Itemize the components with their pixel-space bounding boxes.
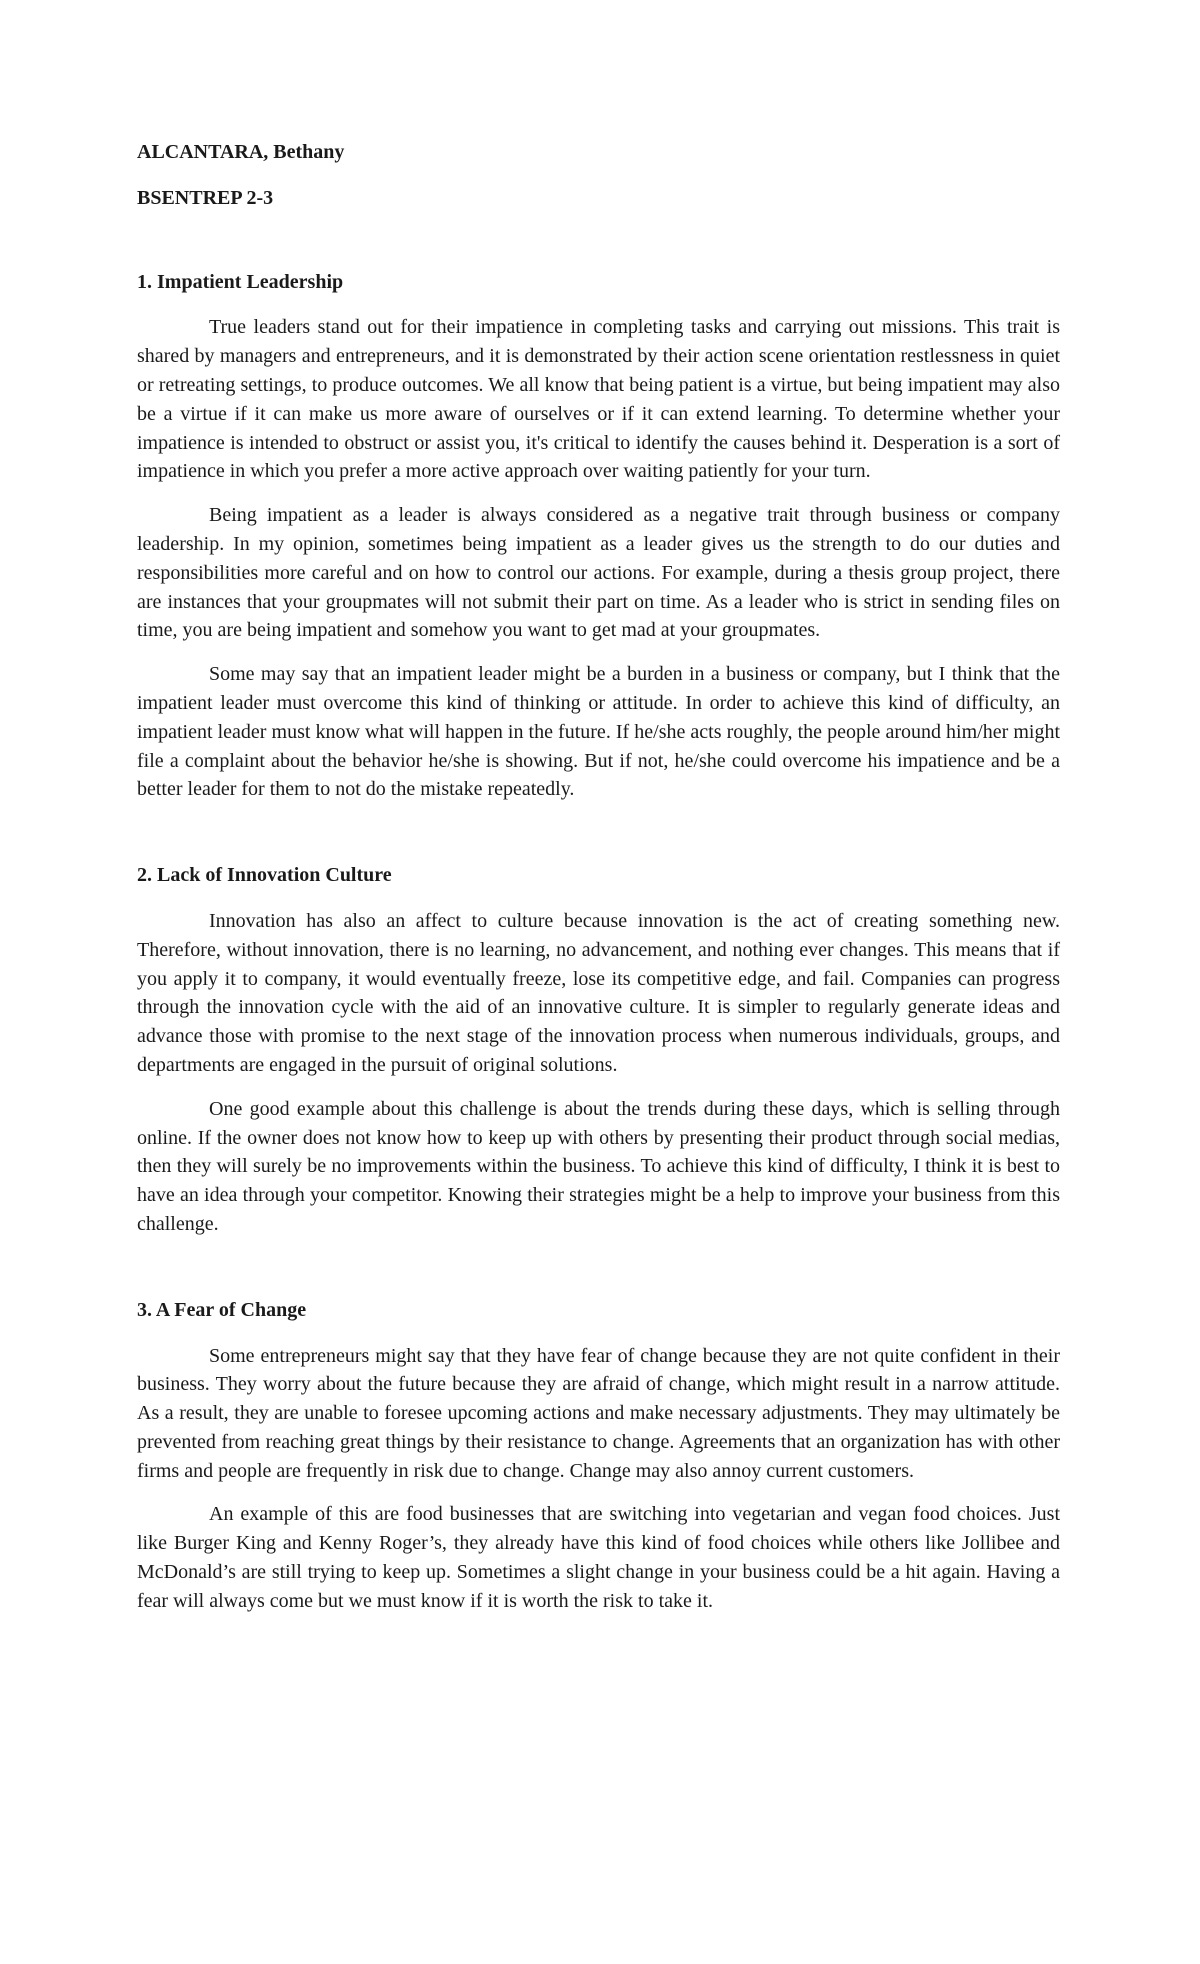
section-fear-of-change	[137, 1296, 1060, 1616]
section-title: 1. Impatient Leadership	[137, 270, 344, 293]
paragraph: An example of this are food businesses that are switching into vegetarian and vegan food choices. Just like Burger King and Kenny Roger’s, they already have this kind of food choices while others like Jollibee and McDonald’s are still trying to keep up. Sometimes a slight change in your business could be a hit again. Having a fear will always come but we must know if it is worth the risk to take it.	[137, 1503, 1060, 1612]
paragraph: Being impatient as a leader is always considered as a negative trait through business or company leadership. In my opinion, sometimes being impatient as a leader gives us the strength to do our duties and responsibilities more careful and on how to control our actions. For example, during a thesis group project, there are instances that your groupmates will not submit their part on time. As a leader who is strict in sending files on time, you are being impatient and somehow you want to get mad at your groupmates.	[137, 504, 1060, 642]
paragraph: One good example about this challenge is about the trends during these days, which is selling through online. If the owner does not know how to keep up with others by presenting their product through social medias, then they will surely be no improvements within the business. To achieve this kind of difficulty, I think it is best to have an idea through your competitor. Knowing their strategies might be a help to improve your business from this challenge.	[137, 1097, 1060, 1235]
course-section: BSENTREP 2-3	[137, 186, 274, 209]
paragraph: Some entrepreneurs might say that they have fear of change because they are not quite confident in their business. They worry about the future because they are afraid of change, which might result in a narrow attitude. As a result, they are unable to foresee upcoming actions and make necessary adjustments. They may ultimately be prevented from reaching great things by their resistance to change. Agreements that an organization has with other firms and people are frequently in risk due to change. Change may also annoy current customers.	[137, 1344, 1060, 1482]
document-page	[137, 138, 1060, 1631]
section-title: 3. A Fear of Change	[137, 1298, 307, 1321]
section-impatient-leadership	[137, 268, 1060, 805]
paragraph: True leaders stand out for their impatience in completing tasks and carrying out missions. This trait is shared by managers and entrepreneurs, and it is demonstrated by their action scene orientation restlessness in quiet or retreating settings, to produce outcomes. We all know that being patient is a virtue, but being impatient may also be a virtue if it can make us more aware of ourselves or if it can extend learning. To determine whether your impatience is intended to obstruct or assist you, it's critical to identify the causes behind it. Desperation is a sort of impatience in which you prefer a more active approach over waiting patiently for your turn.	[137, 316, 1060, 483]
section-lack-of-innovation-culture	[137, 861, 1060, 1239]
author-name: ALCANTARA, Bethany	[137, 141, 345, 163]
paragraph: Innovation has also an affect to culture because innovation is the act of creating something new. Therefore, without innovation, there is no learning, no advancement, and nothing ever changes. This means that if you apply it to company, it would eventually freeze, lose its competitive edge, and fail. Companies can progress through the innovation cycle with the aid of an innovative culture. It is simpler to regularly generate ideas and advance those with promise to the next stage of the innovation process when numerous individuals, groups, and departments are engaged in the pursuit of original solutions.	[137, 909, 1060, 1076]
paragraph: Some may say that an impatient leader might be a burden in a business or company, but I think that the impatient leader must overcome this kind of thinking or attitude. In order to achieve this kind of difficulty, an impatient leader must know what will happen in the future. If he/she acts roughly, the people around him/her might file a complaint about the behavior he/she is showing. But if not, he/she could overcome his impatience and be a better leader for them to not do the mistake repeatedly.	[137, 663, 1060, 801]
section-title: 2. Lack of Innovation Culture	[137, 864, 392, 887]
